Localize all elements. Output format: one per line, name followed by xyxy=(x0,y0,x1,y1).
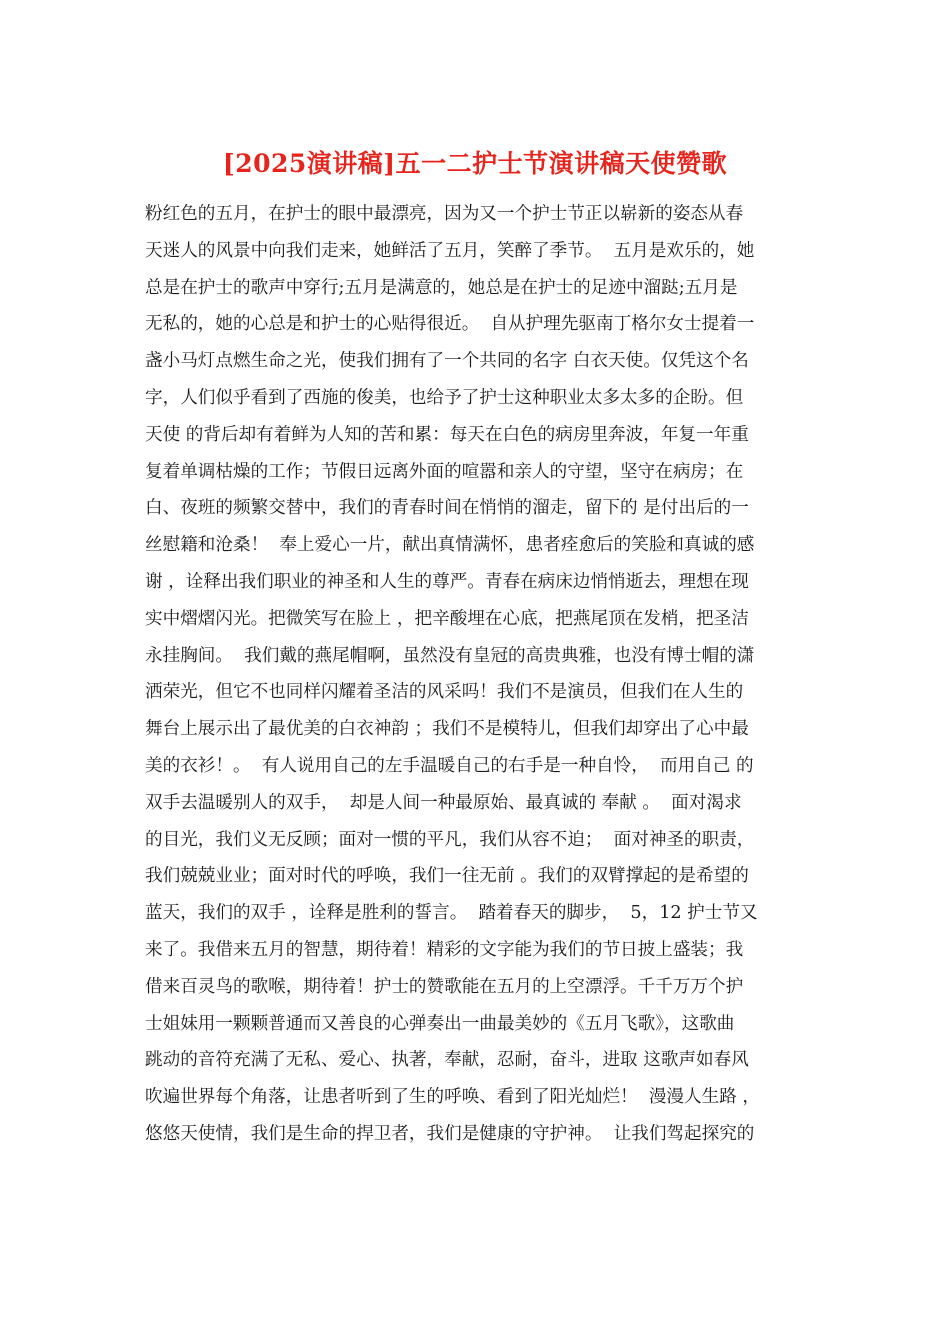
body-line: 实中熠熠闪光。把微笑写在脸上 ，把辛酸埋在心底，把燕尾顶在发梢，把圣洁 xyxy=(145,608,749,629)
body-line: 舞台上展示出了最优美的白衣神韵 ；我们不是模特儿，但我们却穿出了心中最 xyxy=(145,719,749,740)
body-line: 总是在护士的歌声中穿行;五月是满意的，她总是在护士的足迹中溜跶;五月是 xyxy=(145,277,738,298)
body-line: 天使 的背后却有着鲜为人知的苦和累：每天在白色的病房里奔波，年复一年重 xyxy=(145,424,749,445)
body-line: 悠悠天使情，我们是生命的捍卫者，我们是健康的守护神。 让我们驾起探究的 xyxy=(145,1123,755,1144)
body-line: 借来百灵鸟的歌喉，期待着！护士的赞歌能在五月的上空漂浮。千千万万个护 xyxy=(145,976,744,997)
body-line: 永挂胸间。 我们戴的燕尾帽啊，虽然没有皇冠的高贵典雅，也没有博士帽的潇 xyxy=(145,645,755,666)
body-line: 美的衣衫！。 有人说用自己的左手温暖自己的右手是一种自怜， 而用自己 的 xyxy=(145,755,754,776)
body-line: 跳动的音符充满了无私、爱心、执著，奉献，忍耐，奋斗，进取 这歌声如春风 xyxy=(145,1050,749,1071)
document-title: [2025演讲稿]五一二护士节演讲稿天使赞歌 xyxy=(222,149,728,178)
body-line: 士姐妹用一颗颗普通而又善良的心弹奏出一曲最美妙的《五月飞歌》，这歌曲 xyxy=(145,1013,735,1034)
body-line: 白、夜班的频繁交替中，我们的青春时间在悄悄的溜走，留下的 是付出后的一 xyxy=(145,498,749,519)
body-line: 丝慰籍和沧桑！ 奉上爱心一片，献出真情满怀，患者痊愈后的笑脸和真诚的感 xyxy=(145,535,755,556)
body-line: 蓝天，我们的双手 ，诠释是胜利的誓言。 踏着春天的脚步， 5，12 护士节又 xyxy=(145,903,758,924)
body-line: 来了。我借来五月的智慧，期待着！精彩的文字能为我们的节日披上盛装；我 xyxy=(145,939,744,960)
body-line: 吹遍世界每个角落，让患者听到了生的呼唤、看到了阳光灿烂！ 漫漫人生路 ， xyxy=(145,1087,760,1108)
body-line: 无私的，她的心总是和护士的心贴得很近。 自从护理先驱南丁格尔女士提着一 xyxy=(145,314,755,335)
body-line: 复着单调枯燥的工作；节假日远离外面的喧嚣和亲人的守望，坚守在病房；在 xyxy=(145,461,744,482)
body-line: 字，人们似乎看到了西施的俊美，也给予了护士这种职业太多太多的企盼。但 xyxy=(145,387,744,408)
body-line: 天迷人的风景中向我们走来，她鲜活了五月，笑醉了季节。 五月是欢乐的，她 xyxy=(145,240,755,261)
document-body xyxy=(145,196,813,1153)
body-line: 我们兢兢业业；面对时代的呼唤，我们一往无前 。我们的双臂撑起的是希望的 xyxy=(145,866,749,887)
body-line: 洒荣光，但它不也同样闪耀着圣洁的风采吗！我们不是演员，但我们在人生的 xyxy=(145,682,744,703)
body-line: 谢 ，诠释出我们职业的神圣和人生的尊严。青春在病床边悄悄逝去，理想在现 xyxy=(145,571,749,592)
body-line: 双手去温暖别人的双手， 却是人间一种最原始、最真诚的 奉献 。 面对渴求 xyxy=(145,792,742,813)
body-line: 的目光，我们义无反顾；面对一惯的平凡，我们从容不迫； 面对神圣的职责， xyxy=(145,829,755,850)
body-line: 盏小马灯点燃生命之光，使我们拥有了一个共同的名字 白衣天使。仅凭这个名 xyxy=(145,351,749,372)
body-line: 粉红色的五月，在护士的眼中最漂亮，因为又一个护士节正以崭新的姿态从春 xyxy=(145,204,744,224)
